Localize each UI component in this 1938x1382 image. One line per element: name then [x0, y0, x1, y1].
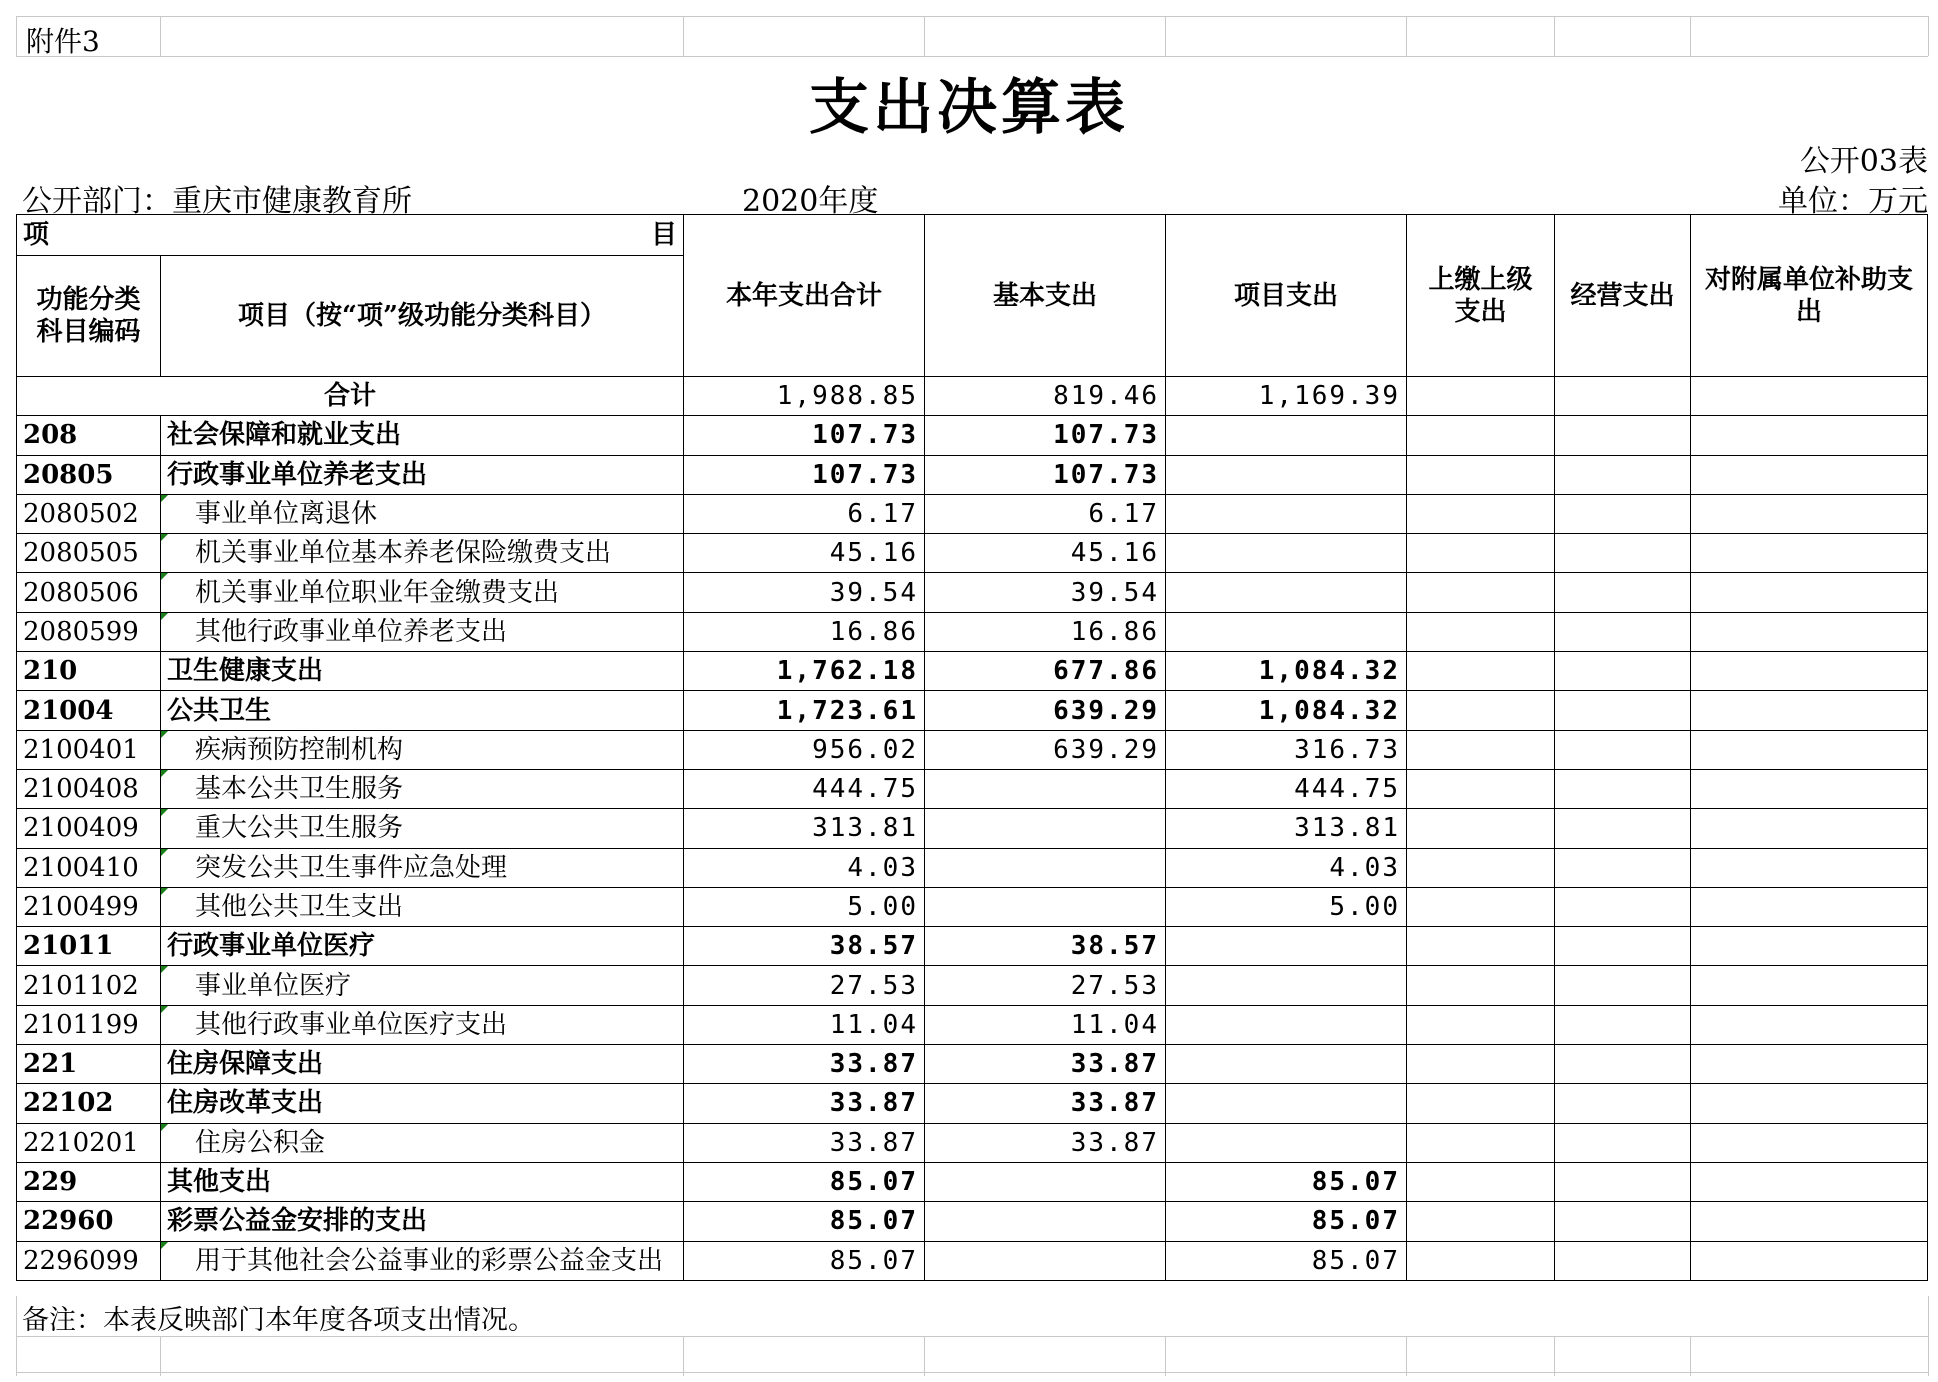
- gridline: [1406, 1336, 1407, 1376]
- row-total: 85.07: [684, 1162, 925, 1201]
- page-title: 支出决算表: [809, 73, 1129, 143]
- row-subsidy: [1691, 691, 1928, 730]
- total-project: 1,169.39: [1166, 377, 1407, 416]
- row-superior: [1407, 691, 1555, 730]
- gridline: [924, 16, 925, 56]
- row-name: 住房改革支出: [161, 1084, 684, 1123]
- row-total: 33.87: [684, 1045, 925, 1084]
- row-name: 行政事业单位养老支出: [161, 455, 684, 494]
- row-business: [1555, 494, 1691, 533]
- cell-marker-icon: [161, 770, 168, 777]
- table-row: [17, 887, 1928, 926]
- row-project: 1,084.32: [1166, 691, 1407, 730]
- row-project: 5.00: [1166, 887, 1407, 926]
- cell-marker-icon: [161, 1242, 168, 1249]
- cell-marker-icon: [161, 809, 168, 816]
- row-subsidy: [1691, 1241, 1928, 1280]
- row-superior: [1407, 1084, 1555, 1123]
- item-group-header: [17, 215, 684, 256]
- table-row: [17, 1123, 1928, 1162]
- expenditure-table: [16, 214, 1928, 1281]
- row-superior: [1407, 652, 1555, 691]
- gridline: [16, 1296, 17, 1376]
- row-name: 卫生健康支出: [161, 652, 684, 691]
- row-code: 2296099: [17, 1241, 161, 1280]
- row-superior: [1407, 927, 1555, 966]
- row-total: 85.07: [684, 1241, 925, 1280]
- row-superior: [1407, 612, 1555, 651]
- gridline: [1690, 1336, 1691, 1376]
- row-basic: 639.29: [925, 691, 1166, 730]
- row-total: 38.57: [684, 927, 925, 966]
- attachment-label: 附件3: [26, 25, 100, 58]
- cell-marker-icon: [161, 1124, 168, 1131]
- table-row: [17, 1202, 1928, 1241]
- row-business: [1555, 927, 1691, 966]
- table-row: [17, 809, 1928, 848]
- row-business: [1555, 1045, 1691, 1084]
- row-basic: [925, 769, 1166, 808]
- row-project: [1166, 1084, 1407, 1123]
- gridline: [160, 1336, 161, 1376]
- row-business: [1555, 1084, 1691, 1123]
- total-business: [1555, 377, 1691, 416]
- table-row: [17, 612, 1928, 651]
- row-project: 85.07: [1166, 1241, 1407, 1280]
- row-code: 208: [17, 416, 161, 455]
- row-total: 107.73: [684, 455, 925, 494]
- fiscal-year: 2020年度: [742, 184, 879, 219]
- row-code: 2080502: [17, 494, 161, 533]
- row-name: 社会保障和就业支出: [161, 416, 684, 455]
- row-basic: 6.17: [925, 494, 1166, 533]
- row-basic: 107.73: [925, 455, 1166, 494]
- row-project: 444.75: [1166, 769, 1407, 808]
- row-basic: 39.54: [925, 573, 1166, 612]
- row-name: 住房保障支出: [161, 1045, 684, 1084]
- gridline: [683, 1336, 684, 1376]
- row-project: [1166, 1045, 1407, 1084]
- cell-marker-icon: [161, 888, 168, 895]
- header-superior: 上缴上级支出: [1407, 215, 1555, 377]
- row-subsidy: [1691, 887, 1928, 926]
- row-subsidy: [1691, 848, 1928, 887]
- cell-marker-icon: [161, 731, 168, 738]
- gridline: [1406, 16, 1407, 56]
- row-code: 21011: [17, 927, 161, 966]
- table-row: [17, 652, 1928, 691]
- row-name: 行政事业单位医疗: [161, 927, 684, 966]
- table-row: [17, 573, 1928, 612]
- row-name: 其他行政事业单位养老支出: [161, 612, 684, 651]
- table-row: [17, 1005, 1928, 1044]
- row-basic: 16.86: [925, 612, 1166, 651]
- row-superior: [1407, 1045, 1555, 1084]
- row-project: [1166, 927, 1407, 966]
- row-project: [1166, 1123, 1407, 1162]
- row-name: 疾病预防控制机构: [161, 730, 684, 769]
- row-name: 重大公共卫生服务: [161, 809, 684, 848]
- row-subsidy: [1691, 927, 1928, 966]
- header-basic: 基本支出: [925, 215, 1166, 377]
- table-row: [17, 1241, 1928, 1280]
- row-subsidy: [1691, 573, 1928, 612]
- row-business: [1555, 887, 1691, 926]
- row-subsidy: [1691, 1162, 1928, 1201]
- cell-marker-icon: [161, 613, 168, 620]
- row-basic: 27.53: [925, 966, 1166, 1005]
- row-subsidy: [1691, 612, 1928, 651]
- row-business: [1555, 534, 1691, 573]
- department-label: 公开部门：重庆市健康教育所: [22, 184, 412, 219]
- row-basic: [925, 809, 1166, 848]
- table-row: [17, 416, 1928, 455]
- row-business: [1555, 966, 1691, 1005]
- row-project: [1166, 1005, 1407, 1044]
- row-superior: [1407, 573, 1555, 612]
- item-group-right: 目: [650, 220, 677, 250]
- row-total: 313.81: [684, 809, 925, 848]
- row-total: 16.86: [684, 612, 925, 651]
- row-code: 2101199: [17, 1005, 161, 1044]
- row-subsidy: [1691, 416, 1928, 455]
- cell-marker-icon: [161, 573, 168, 580]
- row-subsidy: [1691, 769, 1928, 808]
- row-code: 20805: [17, 455, 161, 494]
- row-code: 229: [17, 1162, 161, 1201]
- row-superior: [1407, 1241, 1555, 1280]
- total-row: [17, 377, 1928, 416]
- table-row: [17, 494, 1928, 533]
- row-project: 313.81: [1166, 809, 1407, 848]
- row-code: 2080599: [17, 612, 161, 651]
- row-code: 2100499: [17, 887, 161, 926]
- row-total: 39.54: [684, 573, 925, 612]
- row-subsidy: [1691, 534, 1928, 573]
- row-basic: [925, 848, 1166, 887]
- row-superior: [1407, 534, 1555, 573]
- row-project: 4.03: [1166, 848, 1407, 887]
- table-row: [17, 769, 1928, 808]
- row-total: 107.73: [684, 416, 925, 455]
- table-row: [17, 534, 1928, 573]
- row-code: 2100401: [17, 730, 161, 769]
- row-basic: 33.87: [925, 1045, 1166, 1084]
- row-superior: [1407, 494, 1555, 533]
- gridline: [16, 16, 1928, 17]
- row-business: [1555, 455, 1691, 494]
- row-basic: 11.04: [925, 1005, 1166, 1044]
- row-code: 210: [17, 652, 161, 691]
- row-name: 其他支出: [161, 1162, 684, 1201]
- gridline: [1165, 16, 1166, 56]
- row-total: 27.53: [684, 966, 925, 1005]
- row-code: 2100408: [17, 769, 161, 808]
- row-basic: 639.29: [925, 730, 1166, 769]
- row-business: [1555, 809, 1691, 848]
- row-business: [1555, 1123, 1691, 1162]
- row-name: 其他行政事业单位医疗支出: [161, 1005, 684, 1044]
- row-total: 45.16: [684, 534, 925, 573]
- row-subsidy: [1691, 730, 1928, 769]
- row-business: [1555, 1202, 1691, 1241]
- row-name: 突发公共卫生事件应急处理: [161, 848, 684, 887]
- row-project: [1166, 612, 1407, 651]
- gridline: [1928, 16, 1929, 56]
- row-business: [1555, 1005, 1691, 1044]
- row-basic: [925, 1202, 1166, 1241]
- row-name: 其他公共卫生支出: [161, 887, 684, 926]
- row-project: [1166, 416, 1407, 455]
- row-superior: [1407, 769, 1555, 808]
- unit-label: 单位：万元: [1778, 184, 1928, 219]
- row-name: 彩票公益金安排的支出: [161, 1202, 684, 1241]
- row-name: 事业单位离退休: [161, 494, 684, 533]
- row-subsidy: [1691, 455, 1928, 494]
- row-total: 33.87: [684, 1084, 925, 1123]
- row-project: [1166, 573, 1407, 612]
- gridline: [1928, 1296, 1929, 1376]
- row-basic: 107.73: [925, 416, 1166, 455]
- row-business: [1555, 769, 1691, 808]
- header-business: 经营支出: [1555, 215, 1691, 377]
- row-total: 4.03: [684, 848, 925, 887]
- row-code: 2100409: [17, 809, 161, 848]
- row-total: 1,762.18: [684, 652, 925, 691]
- cell-marker-icon: [161, 849, 168, 856]
- header-code: 功能分类科目编码: [17, 256, 161, 377]
- row-project: 1,084.32: [1166, 652, 1407, 691]
- item-group-left: 项: [23, 220, 50, 250]
- row-total: 33.87: [684, 1123, 925, 1162]
- row-superior: [1407, 848, 1555, 887]
- row-name: 住房公积金: [161, 1123, 684, 1162]
- row-total: 85.07: [684, 1202, 925, 1241]
- row-business: [1555, 612, 1691, 651]
- row-total: 444.75: [684, 769, 925, 808]
- row-business: [1555, 1241, 1691, 1280]
- row-business: [1555, 730, 1691, 769]
- table-row: [17, 1084, 1928, 1123]
- row-subsidy: [1691, 494, 1928, 533]
- row-subsidy: [1691, 1045, 1928, 1084]
- table-row: [17, 730, 1928, 769]
- gridline: [1554, 1336, 1555, 1376]
- row-subsidy: [1691, 1005, 1928, 1044]
- cell-marker-icon: [161, 1006, 168, 1013]
- row-code: 221: [17, 1045, 161, 1084]
- gridline: [16, 56, 1928, 57]
- total-sum: 1,988.85: [684, 377, 925, 416]
- row-subsidy: [1691, 652, 1928, 691]
- gridline: [1690, 16, 1691, 56]
- cell-marker-icon: [161, 534, 168, 541]
- table-row: [17, 1162, 1928, 1201]
- cell-marker-icon: [161, 495, 168, 502]
- gridline: [683, 16, 684, 56]
- table-row: [17, 455, 1928, 494]
- cell-marker-icon: [161, 966, 168, 973]
- row-code: 2210201: [17, 1123, 161, 1162]
- row-subsidy: [1691, 966, 1928, 1005]
- table-row: [17, 1045, 1928, 1084]
- row-code: 2100410: [17, 848, 161, 887]
- row-code: 2101102: [17, 966, 161, 1005]
- gridline: [1165, 1336, 1166, 1376]
- table-row: [17, 966, 1928, 1005]
- row-project: 316.73: [1166, 730, 1407, 769]
- table-row: [17, 691, 1928, 730]
- table-body: [17, 377, 1928, 1281]
- header-total: 本年支出合计: [684, 215, 925, 377]
- row-project: 85.07: [1166, 1202, 1407, 1241]
- row-business: [1555, 652, 1691, 691]
- total-superior: [1407, 377, 1555, 416]
- gridline: [924, 1336, 925, 1376]
- row-business: [1555, 416, 1691, 455]
- row-code: 2080505: [17, 534, 161, 573]
- row-name: 机关事业单位职业年金缴费支出: [161, 573, 684, 612]
- row-superior: [1407, 1123, 1555, 1162]
- total-basic: 819.46: [925, 377, 1166, 416]
- header-name: 项目（按“项”级功能分类科目）: [161, 256, 684, 377]
- row-project: [1166, 494, 1407, 533]
- row-business: [1555, 691, 1691, 730]
- row-project: [1166, 966, 1407, 1005]
- row-subsidy: [1691, 809, 1928, 848]
- row-name: 公共卫生: [161, 691, 684, 730]
- row-superior: [1407, 1005, 1555, 1044]
- row-superior: [1407, 966, 1555, 1005]
- row-basic: 677.86: [925, 652, 1166, 691]
- row-name: 机关事业单位基本养老保险缴费支出: [161, 534, 684, 573]
- row-basic: [925, 1241, 1166, 1280]
- gridline: [160, 16, 161, 56]
- row-basic: [925, 887, 1166, 926]
- row-project: 85.07: [1166, 1162, 1407, 1201]
- gridline: [16, 1372, 1928, 1373]
- table-row: [17, 848, 1928, 887]
- total-subsidy: [1691, 377, 1928, 416]
- row-code: 2080506: [17, 573, 161, 612]
- row-basic: 33.87: [925, 1123, 1166, 1162]
- total-label: 合计: [17, 377, 684, 416]
- row-code: 21004: [17, 691, 161, 730]
- form-number: 公开03表: [1799, 144, 1928, 179]
- row-business: [1555, 573, 1691, 612]
- row-superior: [1407, 730, 1555, 769]
- row-basic: 33.87: [925, 1084, 1166, 1123]
- row-business: [1555, 848, 1691, 887]
- gridline: [16, 16, 17, 56]
- row-name: 事业单位医疗: [161, 966, 684, 1005]
- row-total: 11.04: [684, 1005, 925, 1044]
- row-total: 6.17: [684, 494, 925, 533]
- row-superior: [1407, 1162, 1555, 1201]
- row-basic: 38.57: [925, 927, 1166, 966]
- row-name: 用于其他社会公益事业的彩票公益金支出: [161, 1241, 684, 1280]
- row-total: 956.02: [684, 730, 925, 769]
- row-total: 5.00: [684, 887, 925, 926]
- row-superior: [1407, 416, 1555, 455]
- row-project: [1166, 534, 1407, 573]
- row-code: 22102: [17, 1084, 161, 1123]
- row-superior: [1407, 887, 1555, 926]
- row-superior: [1407, 809, 1555, 848]
- row-superior: [1407, 455, 1555, 494]
- row-subsidy: [1691, 1202, 1928, 1241]
- row-name: 基本公共卫生服务: [161, 769, 684, 808]
- header-subsidy: 对附属单位补助支出: [1691, 215, 1928, 377]
- row-business: [1555, 1162, 1691, 1201]
- header-project: 项目支出: [1166, 215, 1407, 377]
- row-subsidy: [1691, 1123, 1928, 1162]
- table-row: [17, 927, 1928, 966]
- row-subsidy: [1691, 1084, 1928, 1123]
- row-total: 1,723.61: [684, 691, 925, 730]
- row-basic: 45.16: [925, 534, 1166, 573]
- footnote: 备注：本表反映部门本年度各项支出情况。: [22, 1305, 535, 1336]
- row-project: [1166, 455, 1407, 494]
- row-superior: [1407, 1202, 1555, 1241]
- row-code: 22960: [17, 1202, 161, 1241]
- gridline: [1554, 16, 1555, 56]
- row-basic: [925, 1162, 1166, 1201]
